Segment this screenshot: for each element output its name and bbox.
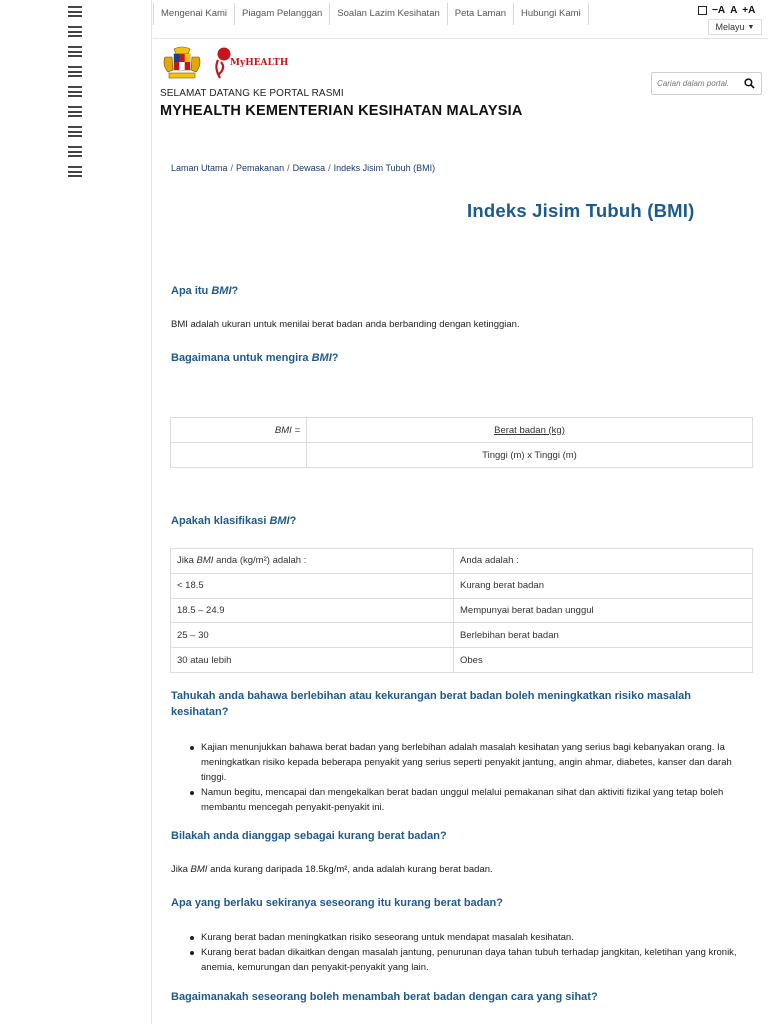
list-item: Kurang berat badan meningkatkan risiko seseorang untuk mendapat masalah kesihatan. xyxy=(190,930,750,945)
menu-icon[interactable] xyxy=(68,126,82,137)
portal-title: MYHEALTH KEMENTERIAN KESIHATAN MALAYSIA xyxy=(160,103,523,119)
header-text: Jika xyxy=(177,555,197,567)
table-row xyxy=(171,598,753,623)
myhealth-figure-icon xyxy=(212,46,232,80)
heading-emphasis: BMI xyxy=(269,515,290,527)
bmi-formula-table xyxy=(170,417,753,468)
table-cell: < 18.5 xyxy=(171,573,454,598)
search-input[interactable] xyxy=(657,79,741,88)
top-navigation xyxy=(153,3,589,25)
list-item: Kurang berat badan dikaitkan dengan masalah jantung, penurunan daya tahan tubuh terhadap jangkitan, keletihan yang kronik, anemia, kemurungan dan penyakit-penyakit yang lain. xyxy=(190,945,750,975)
language-select[interactable] xyxy=(708,19,762,35)
menu-icon[interactable] xyxy=(68,146,82,157)
formula-label: BMI = xyxy=(171,418,307,443)
logo-group xyxy=(160,44,288,82)
breadcrumb-dewasa[interactable]: Dewasa xyxy=(292,163,326,173)
heading-emphasis: BMI xyxy=(311,352,332,364)
menu-icon[interactable] xyxy=(68,66,82,77)
table-cell: Kurang berat badan xyxy=(454,573,753,598)
formula-empty-cell xyxy=(171,443,307,468)
nav-link-hubungi-kami[interactable]: Hubungi Kami xyxy=(514,3,589,25)
formula-denominator: Tinggi (m) x Tinggi (m) xyxy=(307,443,753,468)
table-row xyxy=(171,648,753,673)
table-row xyxy=(171,443,753,468)
table-cell: 18.5 – 24.9 xyxy=(171,598,454,623)
header-divider xyxy=(153,38,768,39)
myhealth-logo[interactable] xyxy=(212,45,288,81)
breadcrumb: Laman Utama / Pemakanan / Dewasa / Indeks Jisim Tubuh (BMI) xyxy=(171,163,436,173)
breadcrumb-current: Indeks Jisim Tubuh (BMI) xyxy=(333,163,436,173)
myhealth-logo-text: MyHEALTH xyxy=(230,58,289,68)
nav-link-peta-laman[interactable]: Peta Laman xyxy=(448,3,514,25)
search-box xyxy=(651,72,762,95)
heading-text: ? xyxy=(231,285,239,297)
formula-numerator: Berat badan (kg) xyxy=(307,418,753,443)
malaysia-coat-of-arms-logo[interactable] xyxy=(160,45,204,81)
heading-text: Bagaimana untuk mengira xyxy=(171,352,312,364)
table-cell: Obes xyxy=(454,648,753,673)
paragraph-emphasis: BMI xyxy=(190,864,208,875)
heading-classification xyxy=(171,513,296,529)
heading-underweight: Bilakah anda dianggap sebagai kurang berat badan? xyxy=(171,830,447,842)
table-cell: Berlebihan berat badan xyxy=(454,623,753,648)
font-increase-button[interactable]: +A xyxy=(742,5,756,16)
font-size-controls xyxy=(698,5,755,16)
heading-underweight-consequence: Apa yang berlaku sekiranya seseorang itu kurang berat badan? xyxy=(171,897,503,909)
left-rail xyxy=(0,0,152,1024)
table-header-cell: Anda adalah : xyxy=(454,549,753,574)
caret-down-icon: ▼ xyxy=(747,23,755,31)
paragraph-underweight xyxy=(171,863,493,877)
table-row xyxy=(171,623,753,648)
heading-text: Apakah klasifikasi xyxy=(171,515,270,527)
table-header-cell xyxy=(171,549,454,574)
contrast-toggle[interactable] xyxy=(698,6,707,15)
page-title: Indeks Jisim Tubuh (BMI) xyxy=(467,200,695,221)
heading-what-is-bmi xyxy=(171,283,238,299)
nav-link-soalan-lazim[interactable]: Soalan Lazim Kesihatan xyxy=(330,3,447,25)
list-item: Kajian menunjukkan bahawa berat badan yang berlebihan adalah masalah kesihatan yang serius bagi kebanyakan orang. Ia meningkatkan risiko kepada beberapa penyakit yang serius seperti penyakit jantung, angin ahmar, diabetes, kanser dan darah tinggi. xyxy=(190,740,750,785)
list-item: Namun begitu, mencapai dan mengekalkan berat badan unggul melalui pemakanan sihat dan aktiviti fizikal yang tetap boleh membantu mencegah penyakit-penyakit ini. xyxy=(190,785,750,815)
welcome-text: SELAMAT DATANG KE PORTAL RASMI xyxy=(160,88,344,99)
heading-emphasis: BMI xyxy=(211,285,232,297)
font-decrease-button[interactable]: −A xyxy=(712,5,726,16)
menu-icon[interactable] xyxy=(68,46,82,57)
heading-how-to-calculate xyxy=(171,350,339,366)
heading-health-risk: Tahukah anda bahawa berlebihan atau kekurangan berat badan boleh meningkatkan risiko masalah kesihatan? xyxy=(171,690,692,718)
table-header-row xyxy=(171,549,753,574)
nav-link-mengenai-kami[interactable]: Mengenai Kami xyxy=(153,3,235,25)
paragraph-what-is-bmi: BMI adalah ukuran untuk menilai berat badan anda berbanding dengan ketinggian. xyxy=(171,319,520,330)
table-cell: Mempunyai berat badan unggul xyxy=(454,598,753,623)
table-cell: 30 atau lebih xyxy=(171,648,454,673)
table-cell: 25 – 30 xyxy=(171,623,454,648)
language-selected: Melayu xyxy=(715,22,745,32)
bmi-classification-table xyxy=(170,548,753,673)
menu-icon[interactable] xyxy=(68,166,82,177)
table-row xyxy=(171,573,753,598)
paragraph-text: anda kurang daripada 18.5kg/m², anda adalah kurang berat badan. xyxy=(207,864,493,875)
paragraph-text: Jika xyxy=(171,864,191,875)
risk-list xyxy=(190,740,750,815)
consequence-list xyxy=(190,930,750,975)
menu-icon[interactable] xyxy=(68,26,82,37)
font-normal-button[interactable]: A xyxy=(730,5,738,16)
search-icon[interactable] xyxy=(744,78,755,89)
breadcrumb-home[interactable]: Laman Utama xyxy=(171,163,228,173)
header-text: anda (kg/m²) adalah : xyxy=(213,555,307,567)
menu-icon[interactable] xyxy=(68,106,82,117)
breadcrumb-pemakanan[interactable]: Pemakanan xyxy=(236,163,285,173)
menu-icon[interactable] xyxy=(68,6,82,17)
nav-link-piagam-pelanggan[interactable]: Piagam Pelanggan xyxy=(235,3,330,25)
heading-healthy-weight-gain: Bagaimanakah seseorang boleh menambah berat badan dengan cara yang sihat? xyxy=(171,991,598,1003)
table-row xyxy=(171,418,753,443)
heading-text: ? xyxy=(289,515,297,527)
heading-text: ? xyxy=(331,352,339,364)
heading-text: Apa itu xyxy=(171,285,212,297)
header-emphasis: BMI xyxy=(196,555,214,567)
menu-icon[interactable] xyxy=(68,86,82,97)
